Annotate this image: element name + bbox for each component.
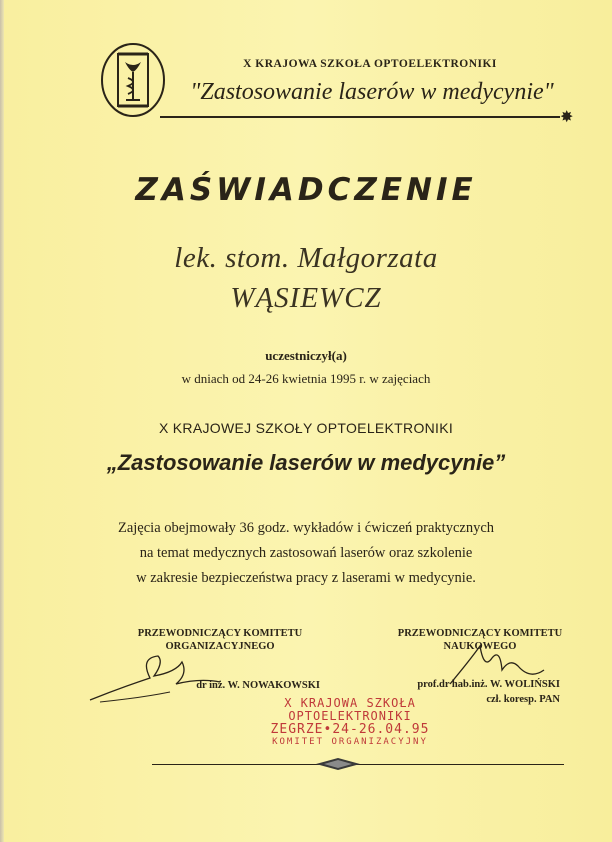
stamp-line: OPTOELEKTRONIKI [288,709,412,723]
caduceus-emblem-icon [100,42,166,118]
recipient-surname: WĄSIEWCZ [230,282,382,314]
stamp-line: ZEGRZE•24-26.04.95 [270,722,430,737]
participation-label: uczestniczył(a) [265,348,347,363]
course-dates: w dniach od 24-26 kwietnia 1995 r. w zajęciach [181,371,431,386]
right-signatory-committee: NAUKOWEGO [443,641,517,652]
right-signatory-name: prof.dr hab.inż. W. WOLIŃSKI [417,679,560,690]
starburst-icon: ✸ [560,109,574,126]
left-handwritten-signature [80,648,230,708]
certificate-title: ZAŚWIADCZENIE [135,172,477,208]
description-line: w zakresie bezpieczeństwa pracy z laserami w medycynie. [136,570,476,586]
header-underline [160,116,560,118]
diamond-ornament-icon [316,758,360,770]
course-topic: „Zastosowanie laserów w medycynie” [106,450,506,475]
left-signatory-title: PRZEWODNICZĄCY KOMITETU [137,628,303,639]
school-name: X KRAJOWEJ SZKOŁY OPTOELEKTRONIKI [158,420,454,436]
red-stamp [240,697,460,749]
stamp-line: X KRAJOWA SZKOŁA [284,696,416,710]
header-topic: "Zastosowanie laserów w medycynie" [190,79,554,105]
description-line: na temat medycznych zastosowań laserów oraz szkolenie [139,545,473,561]
recipient-title-name: lek. stom. Małgorzata [174,242,438,274]
header-school-name: X KRAJOWA SZKOŁA OPTOELEKTRONIKI [243,58,497,70]
left-signatory-name: dr inż. W. NOWAKOWSKI [196,680,320,691]
description-line: Zajęcia obejmowały 36 godz. wykładów i ćwiczeń praktycznych [117,520,495,536]
right-signatory-subtitle: czł. koresp. PAN [486,694,560,705]
left-signatory-committee: ORGANIZACYJNEGO [165,641,275,652]
right-signatory-title: PRZEWODNICZĄCY KOMITETU [397,628,563,639]
stamp-line: KOMITET ORGANIZACYJNY [272,737,428,747]
